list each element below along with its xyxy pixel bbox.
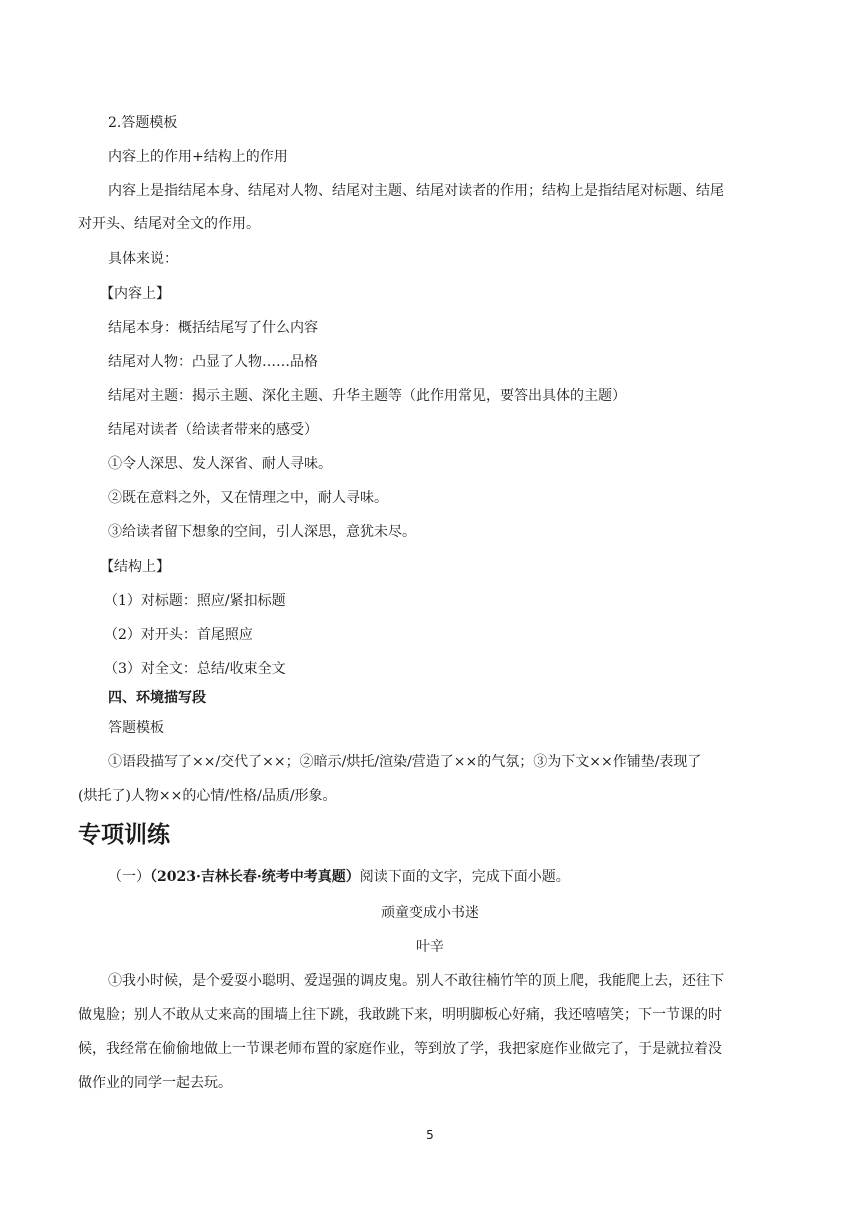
subheading-answer-template: 2.答题模板 [108, 115, 178, 131]
bracket-heading-content: 【内容上】 [100, 286, 170, 302]
exercise-intro [108, 867, 570, 887]
text-line: 对开头、结尾对全文的作用。 [78, 216, 260, 232]
text-line: 内容上是指结尾本身、结尾对人物、结尾对主题、结尾对读者的作用；结构上是指结尾对标题、结尾 [108, 183, 724, 199]
article-title: 顽童变成小书迷 [381, 905, 479, 921]
text-line: ①令人深思、发人深省、耐人寻味。 [108, 456, 332, 472]
text-line: （2）对开头：首尾照应 [104, 627, 253, 643]
text-line: ①语段描写了××/交代了××；②暗示/烘托/渲染/营造了××的气氛；③为下文××作铺垫/表现了 [108, 754, 702, 770]
exercise-number: （一） [108, 869, 150, 885]
page-number: 5 [426, 1128, 434, 1142]
text-line: （1）对标题：照应/紧扣标题 [104, 593, 286, 609]
text-line: （3）对全文：总结/收束全文 [104, 661, 286, 677]
text-line: ②既在意料之外，又在情理之中，耐人寻味。 [108, 490, 388, 506]
text-line: ③给读者留下想象的空间，引人深思，意犹未尽。 [108, 524, 416, 540]
exercise-instruction: 阅读下面的文字，完成下面小题。 [359, 869, 570, 885]
paragraph-line: 做鬼脸；别人不敢从丈来高的围墙上往下跳，我敢跳下来，明明脚板心好痛，我还嘻嘻笑；下一节课的时 [78, 1007, 722, 1023]
paragraph-line: 做作业的同学一起去玩。 [78, 1075, 232, 1091]
text-line: (烘托了)人物××的心情/性格/品质/形象。 [78, 788, 337, 804]
text-line: 内容上的作用+结构上的作用 [108, 149, 288, 165]
text-line: 具体来说： [108, 251, 178, 267]
text-line: 结尾对读者（给读者带来的感受） [108, 422, 318, 438]
exercise-source: （2023·吉林长春·统考中考真题） [150, 869, 360, 885]
text-line: 结尾对主题：揭示主题、深化主题、升华主题等（此作用常见，要答出具体的主题） [108, 388, 626, 404]
text-line: 答题模板 [108, 720, 164, 736]
paragraph-line: 候，我经常在偷偷地做上一节课老师布置的家庭作业，等到放了学，我把家庭作业做完了，于是就拉着没 [78, 1041, 722, 1057]
bracket-heading-structure: 【结构上】 [100, 559, 170, 575]
article-author: 叶辛 [416, 939, 444, 955]
heading-environment-description: 四、环境描写段 [108, 690, 206, 706]
paragraph-line: ①我小时候，是个爱耍小聪明、爱逞强的调皮鬼。别人不敢往楠竹竿的顶上爬，我能爬上去，还往下 [108, 973, 724, 989]
section-title: 专项训练 [78, 822, 170, 848]
text-line: 结尾本身：概括结尾写了什么内容 [108, 320, 318, 336]
text-line: 结尾对人物：凸显了人物……品格 [108, 354, 318, 370]
